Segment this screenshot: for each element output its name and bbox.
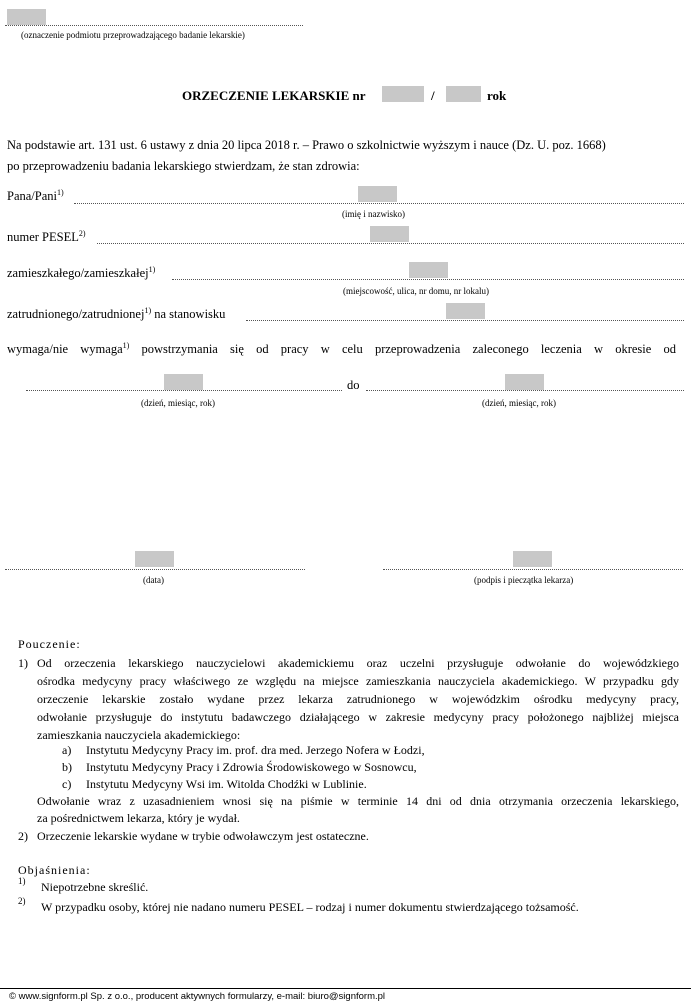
address-caption: (miejscowość, ulica, nr domu, nr lokalu) xyxy=(343,286,489,296)
pesel-line xyxy=(97,243,684,244)
document-number-field[interactable] xyxy=(382,86,424,102)
instruction-2-text: Orzeczenie lekarskie wydane w trybie odwoławczym jest ostateczne. xyxy=(37,829,369,843)
note-1-marker: 1) xyxy=(18,876,26,886)
name-label: Pana/Pani$^{1)}$ xyxy=(7,188,64,203)
instruction-1-line-4: odwołanie przysługuje do instytutu badawczego działającego w zakresie medycyny pracy położonego najbliżej miejsca xyxy=(37,710,679,724)
footer-rule xyxy=(0,988,691,989)
entity-line xyxy=(5,25,303,26)
from-date-line xyxy=(26,390,342,391)
entity-field[interactable] xyxy=(7,9,46,25)
from-date-caption: (dzień, miesiąc, rok) xyxy=(141,398,215,408)
signature-field[interactable] xyxy=(513,551,552,567)
date-caption: (data) xyxy=(143,575,164,585)
instruction-1-line-3: orzeczenie lekarskie zostało wydane przez lekarza zatrudnionego w wojewódzkim ośrodku medycyny pracy, xyxy=(37,692,679,706)
from-date-field[interactable] xyxy=(164,374,203,390)
institute-a-letter: a) xyxy=(62,743,72,757)
institute-b-name: Instytutu Medycyny Pracy i Zdrowia Środowiskowego w Sosnowcu, xyxy=(86,760,417,774)
institute-c-name: Instytutu Medycyny Wsi im. Witolda Chodźki w Lublinie. xyxy=(86,777,367,791)
institute-b-letter: b) xyxy=(62,760,72,774)
to-date-line xyxy=(366,390,684,391)
entity-caption: (oznaczenie podmiotu przeprowadzającego badanie lekarskie) xyxy=(21,30,245,40)
pesel-label: numer PESEL$^{2)}$ xyxy=(7,229,86,244)
instruction-1-line-2: ośrodka medycyny pracy właściwego ze względu na miejsce zamieszkania nauczyciela akademickiego. W przypadku gdy xyxy=(37,674,679,688)
to-date-field[interactable] xyxy=(505,374,544,390)
title-slash: / xyxy=(431,88,435,103)
name-field[interactable] xyxy=(358,186,397,202)
note-2-text: W przypadku osoby, której nie nadano numeru PESEL – rodzaj i numer dokumentu stwierdzającego tożsamość. xyxy=(41,900,579,914)
date-field[interactable] xyxy=(135,551,174,567)
signature-line xyxy=(383,569,683,570)
instruction-2-number: 2) xyxy=(18,829,28,843)
note-2-marker: 2) xyxy=(18,896,26,906)
to-date-caption: (dzień, miesiąc, rok) xyxy=(482,398,556,408)
pesel-field[interactable] xyxy=(370,226,409,242)
intro-line-2: po przeprowadzeniu badania lekarskiego stwierdzam, że stan zdrowia: xyxy=(7,159,360,173)
instruction-1-line-5: zamieszkania nauczyciela akademickiego: xyxy=(37,728,241,742)
requires-sentence: wymaga/nie wymaga$^{1)}$ powstrzymania się od pracy w celu przeprowadzenia zaleconego leczenia w okresie od xyxy=(7,341,676,356)
title-year-label: rok xyxy=(487,88,507,103)
footer-text: © www.signform.pl Sp. z o.o., producent aktywnych formularzy, e-mail: biuro@signform.pl xyxy=(9,991,386,1002)
note-1-text: Niepotrzebne skreślić. xyxy=(41,880,149,894)
document-year-field[interactable] xyxy=(446,86,481,102)
address-label: zamieszkałego/zamieszkałej$^{1)}$ xyxy=(7,265,156,280)
date-line xyxy=(5,569,305,570)
intro-line-1: Na podstawie art. 131 ust. 6 ustawy z dnia 20 lipca 2018 r. – Prawo o szkolnictwie wyższym i nauce (Dz. U. poz. 1668) xyxy=(7,138,606,152)
explanations-heading: Objaśnienia: xyxy=(18,863,91,877)
address-line xyxy=(172,279,684,280)
instruction-heading: Pouczenie: xyxy=(18,637,81,651)
document-title: ORZECZENIE LEKARSKIE nr xyxy=(182,88,366,103)
instruction-1-number: 1) xyxy=(18,656,28,670)
signature-caption: (podpis i pieczątka lekarza) xyxy=(474,575,574,585)
name-line xyxy=(74,203,684,204)
position-line xyxy=(246,320,684,321)
appeal-line-1: Odwołanie wraz z uzasadnieniem wnosi się na piśmie w terminie 14 dni od dnia otrzymania orzeczenia lekarskiego, xyxy=(37,794,679,808)
address-field[interactable] xyxy=(409,262,448,278)
to-label: do xyxy=(347,378,360,392)
employment-label: zatrudnionego/zatrudnionej$^{1)}$ na stanowisku xyxy=(7,306,226,321)
appeal-line-2: za pośrednictwem lekarza, który je wydał. xyxy=(37,811,240,825)
institute-a-name: Instytutu Medycyny Pracy im. prof. dra med. Jerzego Nofera w Łodzi, xyxy=(86,743,425,757)
name-caption: (imię i nazwisko) xyxy=(342,209,405,219)
institute-c-letter: c) xyxy=(62,777,72,791)
instruction-1-line-1: Od orzeczenia lekarskiego nauczycielowi akademickiemu oraz uczelni przysługuje odwołanie do wojewódzkiego xyxy=(37,656,679,670)
position-field[interactable] xyxy=(446,303,485,319)
